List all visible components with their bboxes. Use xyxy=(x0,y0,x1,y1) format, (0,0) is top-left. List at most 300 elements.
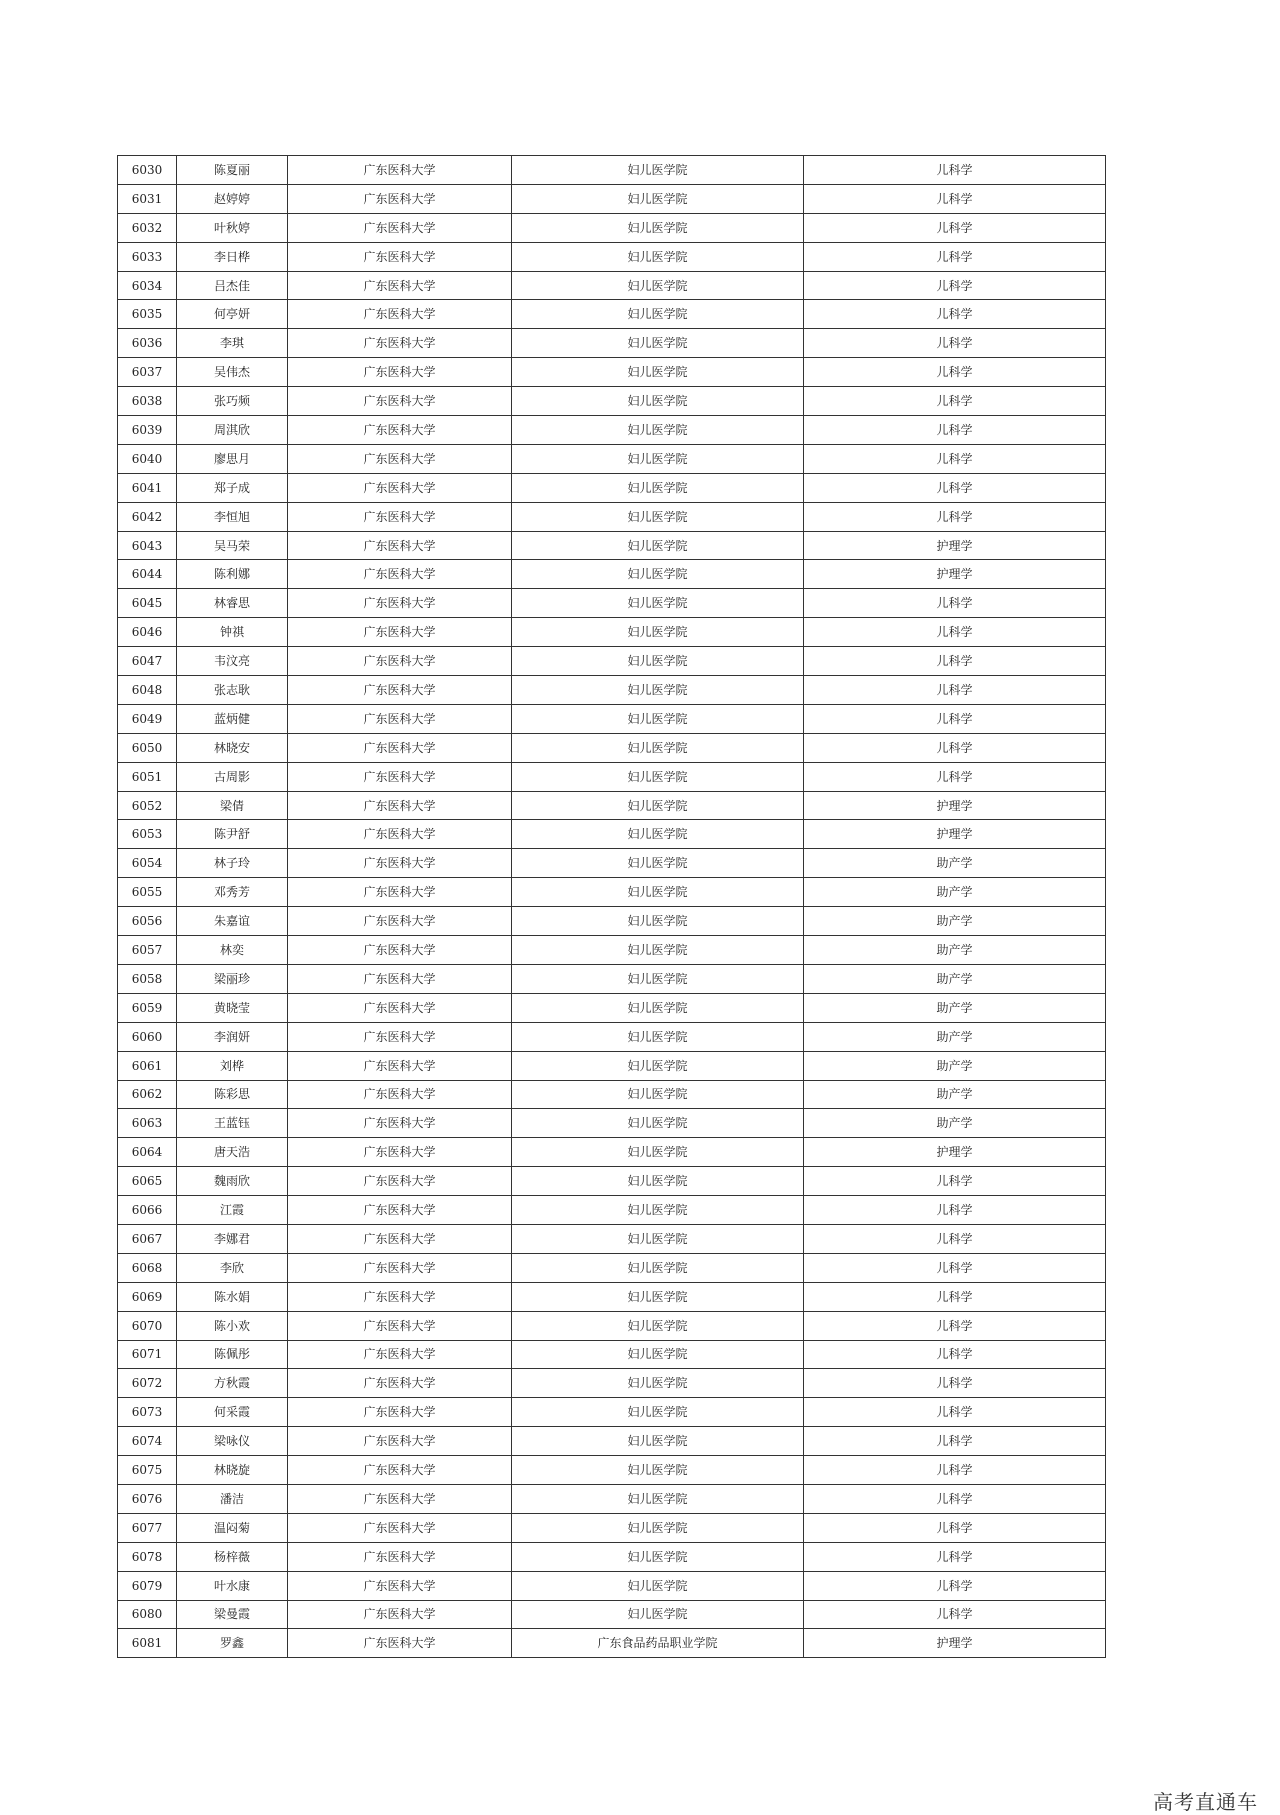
cell-college: 妇儿医学院 xyxy=(512,1398,804,1427)
cell-name: 叶秋婷 xyxy=(177,213,288,242)
table-row xyxy=(118,531,1106,560)
cell-college: 妇儿医学院 xyxy=(512,849,804,878)
cell-name: 李欣 xyxy=(177,1253,288,1282)
cell-number: 6067 xyxy=(118,1224,177,1253)
cell-college: 妇儿医学院 xyxy=(512,1080,804,1109)
cell-name: 梁丽珍 xyxy=(177,964,288,993)
cell-university: 广东医科大学 xyxy=(288,1571,512,1600)
cell-name: 林晓旋 xyxy=(177,1456,288,1485)
table-row xyxy=(118,1167,1106,1196)
cell-number: 6032 xyxy=(118,213,177,242)
cell-major: 儿科学 xyxy=(804,1196,1106,1225)
cell-college: 妇儿医学院 xyxy=(512,964,804,993)
cell-college: 妇儿医学院 xyxy=(512,1224,804,1253)
cell-number: 6053 xyxy=(118,820,177,849)
cell-university: 广东医科大学 xyxy=(288,560,512,589)
cell-name: 蓝炳健 xyxy=(177,704,288,733)
cell-university: 广东医科大学 xyxy=(288,762,512,791)
cell-college: 妇儿医学院 xyxy=(512,271,804,300)
cell-number: 6073 xyxy=(118,1398,177,1427)
cell-college: 妇儿医学院 xyxy=(512,733,804,762)
cell-college: 妇儿医学院 xyxy=(512,358,804,387)
cell-major: 儿科学 xyxy=(804,1427,1106,1456)
table-row xyxy=(118,964,1106,993)
cell-college: 妇儿医学院 xyxy=(512,1484,804,1513)
cell-college: 妇儿医学院 xyxy=(512,647,804,676)
cell-major: 助产学 xyxy=(804,1080,1106,1109)
cell-major: 儿科学 xyxy=(804,618,1106,647)
cell-name: 周淇欣 xyxy=(177,416,288,445)
cell-major: 儿科学 xyxy=(804,1167,1106,1196)
cell-major: 儿科学 xyxy=(804,1224,1106,1253)
cell-college: 妇儿医学院 xyxy=(512,907,804,936)
cell-university: 广东医科大学 xyxy=(288,1456,512,1485)
cell-number: 6068 xyxy=(118,1253,177,1282)
cell-university: 广东医科大学 xyxy=(288,791,512,820)
cell-number: 6076 xyxy=(118,1484,177,1513)
cell-name: 廖思月 xyxy=(177,444,288,473)
table-row xyxy=(118,1022,1106,1051)
cell-university: 广东医科大学 xyxy=(288,676,512,705)
cell-university: 广东医科大学 xyxy=(288,618,512,647)
cell-name: 韦汶亮 xyxy=(177,647,288,676)
table-row xyxy=(118,1109,1106,1138)
table-row xyxy=(118,907,1106,936)
table-row xyxy=(118,1196,1106,1225)
cell-major: 护理学 xyxy=(804,820,1106,849)
table-row xyxy=(118,416,1106,445)
cell-college: 妇儿医学院 xyxy=(512,1109,804,1138)
cell-major: 护理学 xyxy=(804,791,1106,820)
cell-college: 妇儿医学院 xyxy=(512,1427,804,1456)
cell-college: 妇儿医学院 xyxy=(512,704,804,733)
cell-name: 陈水娟 xyxy=(177,1282,288,1311)
table-row xyxy=(118,300,1106,329)
cell-major: 儿科学 xyxy=(804,444,1106,473)
cell-number: 6054 xyxy=(118,849,177,878)
cell-university: 广东医科大学 xyxy=(288,1340,512,1369)
cell-major: 儿科学 xyxy=(804,387,1106,416)
cell-number: 6050 xyxy=(118,733,177,762)
cell-college: 妇儿医学院 xyxy=(512,878,804,907)
cell-university: 广东医科大学 xyxy=(288,531,512,560)
cell-university: 广东医科大学 xyxy=(288,936,512,965)
cell-college: 妇儿医学院 xyxy=(512,936,804,965)
table-row xyxy=(118,1138,1106,1167)
cell-college: 妇儿医学院 xyxy=(512,1369,804,1398)
cell-name: 唐天浩 xyxy=(177,1138,288,1167)
cell-university: 广东医科大学 xyxy=(288,358,512,387)
cell-number: 6072 xyxy=(118,1369,177,1398)
cell-university: 广东医科大学 xyxy=(288,1167,512,1196)
cell-number: 6051 xyxy=(118,762,177,791)
table-row xyxy=(118,358,1106,387)
cell-university: 广东医科大学 xyxy=(288,184,512,213)
cell-major: 儿科学 xyxy=(804,213,1106,242)
cell-name: 潘洁 xyxy=(177,1484,288,1513)
cell-university: 广东医科大学 xyxy=(288,300,512,329)
cell-name: 赵婷婷 xyxy=(177,184,288,213)
cell-major: 儿科学 xyxy=(804,647,1106,676)
cell-number: 6065 xyxy=(118,1167,177,1196)
cell-university: 广东医科大学 xyxy=(288,1629,512,1658)
cell-college: 妇儿医学院 xyxy=(512,1571,804,1600)
table-row xyxy=(118,1600,1106,1629)
cell-university: 广东医科大学 xyxy=(288,444,512,473)
cell-number: 6062 xyxy=(118,1080,177,1109)
cell-college: 妇儿医学院 xyxy=(512,1022,804,1051)
cell-major: 助产学 xyxy=(804,878,1106,907)
cell-name: 古周影 xyxy=(177,762,288,791)
table-row xyxy=(118,1369,1106,1398)
cell-number: 6030 xyxy=(118,156,177,185)
cell-major: 儿科学 xyxy=(804,676,1106,705)
cell-major: 儿科学 xyxy=(804,1398,1106,1427)
cell-university: 广东医科大学 xyxy=(288,647,512,676)
cell-name: 何亭妍 xyxy=(177,300,288,329)
cell-number: 6069 xyxy=(118,1282,177,1311)
table-row xyxy=(118,1311,1106,1340)
cell-number: 6046 xyxy=(118,618,177,647)
cell-name: 吴马荣 xyxy=(177,531,288,560)
table-row xyxy=(118,242,1106,271)
cell-name: 陈佩彤 xyxy=(177,1340,288,1369)
cell-university: 广东医科大学 xyxy=(288,473,512,502)
cell-major: 儿科学 xyxy=(804,1571,1106,1600)
cell-university: 广东医科大学 xyxy=(288,1600,512,1629)
cell-university: 广东医科大学 xyxy=(288,1311,512,1340)
cell-university: 广东医科大学 xyxy=(288,329,512,358)
cell-number: 6041 xyxy=(118,473,177,502)
cell-major: 儿科学 xyxy=(804,589,1106,618)
cell-university: 广东医科大学 xyxy=(288,993,512,1022)
cell-college: 妇儿医学院 xyxy=(512,242,804,271)
cell-college: 妇儿医学院 xyxy=(512,560,804,589)
cell-name: 温闷菊 xyxy=(177,1513,288,1542)
cell-major: 儿科学 xyxy=(804,329,1106,358)
cell-name: 江霞 xyxy=(177,1196,288,1225)
cell-major: 护理学 xyxy=(804,531,1106,560)
cell-name: 梁咏仪 xyxy=(177,1427,288,1456)
cell-university: 广东医科大学 xyxy=(288,1022,512,1051)
table-row xyxy=(118,444,1106,473)
cell-major: 助产学 xyxy=(804,936,1106,965)
cell-name: 梁倩 xyxy=(177,791,288,820)
cell-major: 助产学 xyxy=(804,1022,1106,1051)
cell-major: 儿科学 xyxy=(804,271,1106,300)
cell-university: 广东医科大学 xyxy=(288,1282,512,1311)
cell-name: 陈夏丽 xyxy=(177,156,288,185)
cell-university: 广东医科大学 xyxy=(288,1109,512,1138)
table-row xyxy=(118,473,1106,502)
table-row xyxy=(118,213,1106,242)
cell-college: 妇儿医学院 xyxy=(512,618,804,647)
table-row xyxy=(118,733,1106,762)
cell-college: 妇儿医学院 xyxy=(512,1542,804,1571)
cell-university: 广东医科大学 xyxy=(288,502,512,531)
cell-name: 李恒旭 xyxy=(177,502,288,531)
cell-college: 妇儿医学院 xyxy=(512,1253,804,1282)
cell-number: 6055 xyxy=(118,878,177,907)
table-row xyxy=(118,502,1106,531)
table-row xyxy=(118,820,1106,849)
table-row xyxy=(118,791,1106,820)
cell-college: 妇儿医学院 xyxy=(512,993,804,1022)
cell-number: 6058 xyxy=(118,964,177,993)
cell-major: 护理学 xyxy=(804,560,1106,589)
cell-number: 6049 xyxy=(118,704,177,733)
cell-college: 妇儿医学院 xyxy=(512,1340,804,1369)
cell-name: 李润妍 xyxy=(177,1022,288,1051)
cell-major: 儿科学 xyxy=(804,1340,1106,1369)
cell-number: 6070 xyxy=(118,1311,177,1340)
table-row xyxy=(118,878,1106,907)
cell-college: 妇儿医学院 xyxy=(512,1282,804,1311)
table-row xyxy=(118,1080,1106,1109)
cell-number: 6034 xyxy=(118,271,177,300)
cell-college: 妇儿医学院 xyxy=(512,1051,804,1080)
cell-college: 妇儿医学院 xyxy=(512,329,804,358)
cell-name: 陈小欢 xyxy=(177,1311,288,1340)
cell-name: 陈利娜 xyxy=(177,560,288,589)
cell-university: 广东医科大学 xyxy=(288,964,512,993)
cell-number: 6057 xyxy=(118,936,177,965)
cell-number: 6056 xyxy=(118,907,177,936)
cell-number: 6079 xyxy=(118,1571,177,1600)
cell-university: 广东医科大学 xyxy=(288,416,512,445)
table-row xyxy=(118,849,1106,878)
cell-major: 儿科学 xyxy=(804,184,1106,213)
cell-university: 广东医科大学 xyxy=(288,1398,512,1427)
cell-major: 儿科学 xyxy=(804,1369,1106,1398)
cell-university: 广东医科大学 xyxy=(288,1484,512,1513)
watermark-text: 高考直通车 xyxy=(1153,1790,1258,1814)
cell-name: 杨梓薇 xyxy=(177,1542,288,1571)
table-row xyxy=(118,1224,1106,1253)
cell-university: 广东医科大学 xyxy=(288,271,512,300)
table-row xyxy=(118,1513,1106,1542)
cell-number: 6044 xyxy=(118,560,177,589)
cell-name: 陈彩思 xyxy=(177,1080,288,1109)
cell-name: 梁曼霞 xyxy=(177,1600,288,1629)
cell-number: 6081 xyxy=(118,1629,177,1658)
table-row xyxy=(118,589,1106,618)
cell-major: 儿科学 xyxy=(804,242,1106,271)
table-row xyxy=(118,618,1106,647)
cell-number: 6052 xyxy=(118,791,177,820)
table-row xyxy=(118,647,1106,676)
cell-number: 6038 xyxy=(118,387,177,416)
cell-college: 妇儿医学院 xyxy=(512,676,804,705)
cell-name: 张巧频 xyxy=(177,387,288,416)
cell-university: 广东医科大学 xyxy=(288,1253,512,1282)
cell-major: 儿科学 xyxy=(804,300,1106,329)
table-row xyxy=(118,387,1106,416)
cell-number: 6036 xyxy=(118,329,177,358)
cell-university: 广东医科大学 xyxy=(288,156,512,185)
table-row xyxy=(118,1340,1106,1369)
cell-college: 广东食品药品职业学院 xyxy=(512,1629,804,1658)
cell-name: 陈尹舒 xyxy=(177,820,288,849)
cell-major: 儿科学 xyxy=(804,733,1106,762)
cell-number: 6064 xyxy=(118,1138,177,1167)
cell-major: 儿科学 xyxy=(804,1542,1106,1571)
cell-name: 何采霞 xyxy=(177,1398,288,1427)
cell-name: 林睿思 xyxy=(177,589,288,618)
cell-name: 王蓝钰 xyxy=(177,1109,288,1138)
cell-college: 妇儿医学院 xyxy=(512,300,804,329)
cell-university: 广东医科大学 xyxy=(288,878,512,907)
cell-name: 李日桦 xyxy=(177,242,288,271)
cell-name: 郑子成 xyxy=(177,473,288,502)
table-row xyxy=(118,1456,1106,1485)
cell-name: 朱嘉谊 xyxy=(177,907,288,936)
cell-college: 妇儿医学院 xyxy=(512,387,804,416)
cell-number: 6045 xyxy=(118,589,177,618)
table-row xyxy=(118,184,1106,213)
cell-major: 儿科学 xyxy=(804,416,1106,445)
cell-number: 6059 xyxy=(118,993,177,1022)
cell-university: 广东医科大学 xyxy=(288,704,512,733)
cell-university: 广东医科大学 xyxy=(288,1224,512,1253)
cell-college: 妇儿医学院 xyxy=(512,473,804,502)
cell-number: 6040 xyxy=(118,444,177,473)
cell-number: 6071 xyxy=(118,1340,177,1369)
cell-number: 6077 xyxy=(118,1513,177,1542)
cell-college: 妇儿医学院 xyxy=(512,156,804,185)
cell-major: 儿科学 xyxy=(804,1253,1106,1282)
student-list-table xyxy=(117,155,1106,1658)
cell-university: 广东医科大学 xyxy=(288,589,512,618)
cell-university: 广东医科大学 xyxy=(288,907,512,936)
cell-college: 妇儿医学院 xyxy=(512,531,804,560)
cell-number: 6060 xyxy=(118,1022,177,1051)
cell-name: 吴伟杰 xyxy=(177,358,288,387)
cell-number: 6033 xyxy=(118,242,177,271)
cell-number: 6039 xyxy=(118,416,177,445)
table-row xyxy=(118,1484,1106,1513)
table-row xyxy=(118,1427,1106,1456)
cell-university: 广东医科大学 xyxy=(288,387,512,416)
cell-major: 儿科学 xyxy=(804,1456,1106,1485)
cell-number: 6063 xyxy=(118,1109,177,1138)
cell-number: 6061 xyxy=(118,1051,177,1080)
cell-college: 妇儿医学院 xyxy=(512,1311,804,1340)
cell-number: 6037 xyxy=(118,358,177,387)
table-row xyxy=(118,271,1106,300)
cell-number: 6074 xyxy=(118,1427,177,1456)
cell-major: 助产学 xyxy=(804,1051,1106,1080)
cell-major: 儿科学 xyxy=(804,762,1106,791)
cell-number: 6075 xyxy=(118,1456,177,1485)
cell-college: 妇儿医学院 xyxy=(512,1456,804,1485)
cell-college: 妇儿医学院 xyxy=(512,589,804,618)
cell-name: 李娜君 xyxy=(177,1224,288,1253)
cell-major: 儿科学 xyxy=(804,1282,1106,1311)
table-row xyxy=(118,1051,1106,1080)
table-row xyxy=(118,936,1106,965)
cell-major: 儿科学 xyxy=(804,502,1106,531)
cell-college: 妇儿医学院 xyxy=(512,213,804,242)
table-row xyxy=(118,1571,1106,1600)
cell-name: 刘桦 xyxy=(177,1051,288,1080)
cell-name: 邓秀芳 xyxy=(177,878,288,907)
cell-major: 儿科学 xyxy=(804,473,1106,502)
cell-university: 广东医科大学 xyxy=(288,820,512,849)
cell-college: 妇儿医学院 xyxy=(512,1600,804,1629)
cell-college: 妇儿医学院 xyxy=(512,762,804,791)
table-row xyxy=(118,704,1106,733)
cell-name: 方秋霞 xyxy=(177,1369,288,1398)
cell-major: 儿科学 xyxy=(804,704,1106,733)
table-row xyxy=(118,1282,1106,1311)
cell-college: 妇儿医学院 xyxy=(512,1513,804,1542)
cell-major: 护理学 xyxy=(804,1629,1106,1658)
cell-major: 护理学 xyxy=(804,1138,1106,1167)
table-row xyxy=(118,560,1106,589)
table-row xyxy=(118,1398,1106,1427)
table-body xyxy=(118,156,1106,1658)
table-row xyxy=(118,993,1106,1022)
cell-major: 儿科学 xyxy=(804,1513,1106,1542)
cell-number: 6048 xyxy=(118,676,177,705)
cell-major: 儿科学 xyxy=(804,358,1106,387)
cell-name: 林奕 xyxy=(177,936,288,965)
cell-college: 妇儿医学院 xyxy=(512,1196,804,1225)
cell-name: 黄晓莹 xyxy=(177,993,288,1022)
cell-name: 李琪 xyxy=(177,329,288,358)
cell-name: 叶水康 xyxy=(177,1571,288,1600)
cell-major: 儿科学 xyxy=(804,156,1106,185)
cell-university: 广东医科大学 xyxy=(288,1138,512,1167)
cell-university: 广东医科大学 xyxy=(288,849,512,878)
cell-college: 妇儿医学院 xyxy=(512,416,804,445)
cell-major: 助产学 xyxy=(804,849,1106,878)
table-row xyxy=(118,1629,1106,1658)
cell-university: 广东医科大学 xyxy=(288,733,512,762)
cell-university: 广东医科大学 xyxy=(288,242,512,271)
cell-major: 助产学 xyxy=(804,907,1106,936)
table-row xyxy=(118,1253,1106,1282)
cell-university: 广东医科大学 xyxy=(288,213,512,242)
cell-university: 广东医科大学 xyxy=(288,1369,512,1398)
cell-college: 妇儿医学院 xyxy=(512,444,804,473)
cell-name: 魏雨欣 xyxy=(177,1167,288,1196)
table-row xyxy=(118,156,1106,185)
table-row xyxy=(118,329,1106,358)
cell-university: 广东医科大学 xyxy=(288,1542,512,1571)
cell-major: 助产学 xyxy=(804,964,1106,993)
cell-college: 妇儿医学院 xyxy=(512,1138,804,1167)
cell-name: 林晓安 xyxy=(177,733,288,762)
cell-major: 助产学 xyxy=(804,993,1106,1022)
cell-college: 妇儿医学院 xyxy=(512,791,804,820)
table-row xyxy=(118,762,1106,791)
cell-number: 6066 xyxy=(118,1196,177,1225)
cell-university: 广东医科大学 xyxy=(288,1051,512,1080)
cell-number: 6043 xyxy=(118,531,177,560)
cell-number: 6031 xyxy=(118,184,177,213)
cell-university: 广东医科大学 xyxy=(288,1513,512,1542)
cell-college: 妇儿医学院 xyxy=(512,502,804,531)
cell-major: 儿科学 xyxy=(804,1484,1106,1513)
cell-university: 广东医科大学 xyxy=(288,1196,512,1225)
cell-number: 6047 xyxy=(118,647,177,676)
cell-name: 罗鑫 xyxy=(177,1629,288,1658)
cell-number: 6042 xyxy=(118,502,177,531)
table-row xyxy=(118,1542,1106,1571)
cell-number: 6080 xyxy=(118,1600,177,1629)
